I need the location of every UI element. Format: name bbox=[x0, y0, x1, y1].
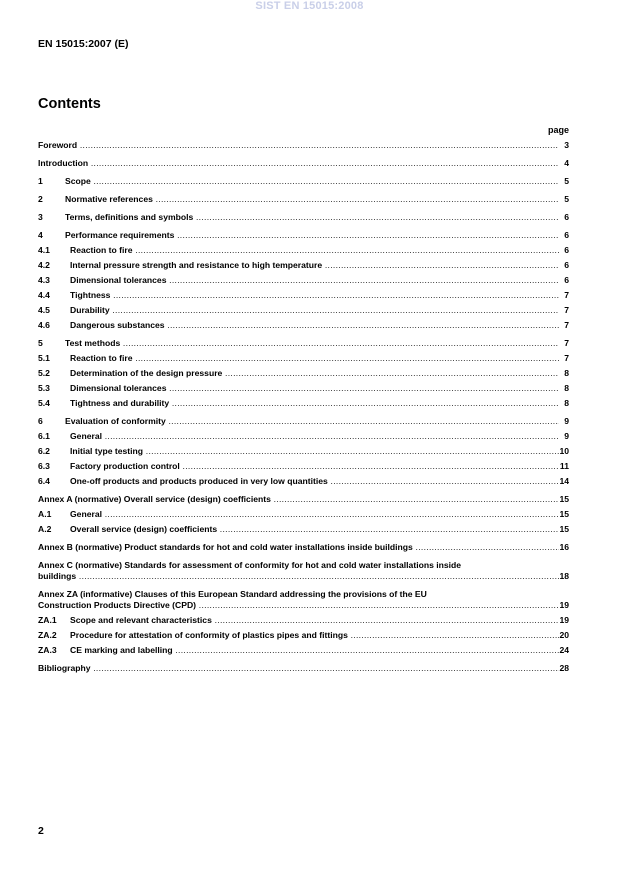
toc-entry-bibliography[interactable] bbox=[38, 663, 569, 674]
toc-entry-page: 8 bbox=[564, 383, 569, 393]
toc-entry-text: Normative references ..... bbox=[65, 194, 559, 205]
toc-entry-number: 4.4 bbox=[38, 290, 50, 300]
contents-title: Contents bbox=[38, 96, 101, 112]
toc-entry-page: 7 bbox=[564, 353, 569, 363]
toc-entry-text: Test methods ..... bbox=[65, 338, 559, 349]
toc-entry-number: 4.6 bbox=[38, 320, 50, 330]
toc-entry-number: 5.1 bbox=[38, 353, 50, 363]
page-number: 2 bbox=[38, 825, 44, 837]
toc-entry-text: Evaluation of conformity ..... bbox=[65, 416, 559, 427]
toc-entry-page: 24 bbox=[559, 645, 569, 655]
page-column-label: page bbox=[547, 125, 569, 135]
toc-entry-page: 15 bbox=[559, 494, 569, 504]
toc-entry-text: Scope ..... bbox=[65, 176, 559, 187]
toc-entry-4[interactable] bbox=[38, 230, 569, 241]
toc-entry-number: 5.2 bbox=[38, 368, 50, 378]
toc-entry-text: Scope and relevant characteristics ..... bbox=[70, 615, 559, 626]
toc-entry-text: Tightness ..... bbox=[70, 290, 559, 301]
toc-entry-text: Initial type testing ..... bbox=[70, 446, 559, 457]
toc-entry-6[interactable] bbox=[38, 416, 569, 427]
toc-entry-5-2[interactable] bbox=[38, 368, 569, 379]
toc-entry-number: A.2 bbox=[38, 524, 52, 534]
toc-entry-page: 6 bbox=[564, 245, 569, 255]
toc-entry-a-2[interactable] bbox=[38, 524, 569, 535]
toc-entry-text: Reaction to fire ..... bbox=[70, 353, 559, 364]
toc-entry-page: 6 bbox=[564, 212, 569, 222]
toc-entry-text: Bibliography ..... bbox=[38, 663, 559, 674]
toc-entry-za-1[interactable] bbox=[38, 615, 569, 626]
toc-entry-6-2[interactable] bbox=[38, 446, 569, 457]
toc-entry-number: 6.2 bbox=[38, 446, 50, 456]
toc-entry-text: General ..... bbox=[70, 431, 559, 442]
toc-entry-number: 6.4 bbox=[38, 476, 50, 486]
toc-entry-2[interactable] bbox=[38, 194, 569, 205]
toc-entry-page: 9 bbox=[564, 431, 569, 441]
toc-entry-number: 1 bbox=[38, 176, 43, 186]
toc-entry-4-1[interactable] bbox=[38, 245, 569, 256]
toc-entry-page: 15 bbox=[559, 509, 569, 519]
toc-entry-number: A.1 bbox=[38, 509, 52, 519]
toc-entry-4-4[interactable] bbox=[38, 290, 569, 301]
toc-entry-text: Terms, definitions and symbols ..... bbox=[65, 212, 559, 223]
toc-entry-number: 2 bbox=[38, 194, 43, 204]
toc-entry-1[interactable] bbox=[38, 176, 569, 187]
toc-entry-text: Introduction ..... bbox=[38, 158, 559, 169]
toc-entry-page: 9 bbox=[564, 416, 569, 426]
toc-entry-number: 6.3 bbox=[38, 461, 50, 471]
toc-entry-page: 20 bbox=[559, 630, 569, 640]
toc-entry-number: ZA.3 bbox=[38, 645, 57, 655]
toc-entry-text: Performance requirements ..... bbox=[65, 230, 559, 241]
toc-entry-number: 5 bbox=[38, 338, 43, 348]
toc-entry-number: ZA.1 bbox=[38, 615, 57, 625]
toc-entry-text: Overall service (design) coefficients ..... bbox=[70, 524, 559, 535]
toc-entry-6-1[interactable] bbox=[38, 431, 569, 442]
toc-entry-5-1[interactable] bbox=[38, 353, 569, 364]
toc-entry-page: 7 bbox=[564, 305, 569, 315]
toc-entry-number: 4.2 bbox=[38, 260, 50, 270]
toc-entry-6-3[interactable] bbox=[38, 461, 569, 472]
toc-entry-page: 3 bbox=[564, 140, 569, 150]
toc-entry-text: Durability ..... bbox=[70, 305, 559, 316]
toc-entry-page: 28 bbox=[559, 663, 569, 673]
toc-entry-text: Annex B (normative) Product standards for hot and cold water installations inside buildings ..... bbox=[38, 542, 559, 553]
toc-entry-text: Reaction to fire ..... bbox=[70, 245, 559, 256]
toc-entry-text: CE marking and labelling ..... bbox=[70, 645, 559, 656]
toc-entry-number: 6.1 bbox=[38, 431, 50, 441]
toc-entry-page: 6 bbox=[564, 230, 569, 240]
toc-entry-number: 3 bbox=[38, 212, 43, 222]
toc-entry-text: Internal pressure strength and resistance to high temperature ..... bbox=[70, 260, 559, 271]
toc-entry-text: Dimensional tolerances ..... bbox=[70, 275, 559, 286]
toc-entry-text: Annex ZA (informative) Clauses of this European Standard addressing the provisions of the EU bbox=[38, 589, 427, 599]
watermark: SIST EN 15015:2008 bbox=[255, 0, 364, 12]
table-of-contents bbox=[38, 140, 569, 674]
toc-entry-page: 5 bbox=[564, 176, 569, 186]
toc-entry-page: 6 bbox=[564, 260, 569, 270]
document-id: EN 15015:2007 (E) bbox=[38, 38, 129, 50]
toc-entry-4-2[interactable] bbox=[38, 260, 569, 271]
toc-entry-5[interactable] bbox=[38, 338, 569, 349]
toc-entry-4-6[interactable] bbox=[38, 320, 569, 331]
toc-entry-number: 6 bbox=[38, 416, 43, 426]
toc-entry-page: 15 bbox=[559, 524, 569, 534]
toc-entry-6-4[interactable] bbox=[38, 476, 569, 487]
toc-entry-page: 16 bbox=[559, 542, 569, 552]
toc-entry-za-2[interactable] bbox=[38, 630, 569, 641]
toc-entry-text: Procedure for attestation of conformity of plastics pipes and fittings ..... bbox=[70, 630, 559, 641]
toc-entry-annex-c[interactable] bbox=[38, 560, 569, 582]
toc-entry-number: 4.1 bbox=[38, 245, 50, 255]
toc-entry-page: 7 bbox=[564, 338, 569, 348]
toc-entry-text: Annex A (normative) Overall service (design) coefficients ..... bbox=[38, 494, 559, 505]
toc-entry-page: 19 bbox=[559, 600, 569, 610]
toc-entry-page: 7 bbox=[564, 320, 569, 330]
toc-entry-5-3[interactable] bbox=[38, 383, 569, 394]
toc-entry-page: 18 bbox=[559, 571, 569, 581]
toc-entry-5-4[interactable] bbox=[38, 398, 569, 409]
toc-entry-a-1[interactable] bbox=[38, 509, 569, 520]
toc-entry-4-3[interactable] bbox=[38, 275, 569, 286]
toc-entry-number: ZA.2 bbox=[38, 630, 57, 640]
toc-entry-text: Dimensional tolerances ..... bbox=[70, 383, 559, 394]
toc-entry-page: 19 bbox=[559, 615, 569, 625]
toc-entry-number: 4.5 bbox=[38, 305, 50, 315]
toc-entry-annex-a[interactable] bbox=[38, 494, 569, 505]
toc-entry-text: Foreword ..... bbox=[38, 140, 559, 151]
toc-entry-text: General ..... bbox=[70, 509, 559, 520]
toc-entry-page: 8 bbox=[564, 398, 569, 408]
toc-entry-text: One-off products and products produced in very low quantities ..... bbox=[70, 476, 559, 487]
toc-entry-number: 4.3 bbox=[38, 275, 50, 285]
toc-entry-annex-za[interactable] bbox=[38, 589, 569, 611]
toc-entry-annex-b[interactable] bbox=[38, 542, 569, 553]
toc-entry-page: 5 bbox=[564, 194, 569, 204]
toc-entry-page: 8 bbox=[564, 368, 569, 378]
toc-entry-text: Dangerous substances ..... bbox=[70, 320, 559, 331]
toc-entry-page: 10 bbox=[559, 446, 569, 456]
toc-entry-4-5[interactable] bbox=[38, 305, 569, 316]
toc-entry-text-continued: buildings ..... bbox=[38, 571, 559, 582]
toc-entry-text-continued: Construction Products Directive (CPD) ..... bbox=[38, 600, 559, 611]
toc-entry-3[interactable] bbox=[38, 212, 569, 223]
toc-entry-page: 4 bbox=[564, 158, 569, 168]
toc-entry-text: Determination of the design pressure ..... bbox=[70, 368, 559, 379]
toc-entry-number: 5.3 bbox=[38, 383, 50, 393]
toc-entry-introduction[interactable] bbox=[38, 158, 569, 169]
toc-entry-page: 6 bbox=[564, 275, 569, 285]
toc-entry-page: 11 bbox=[559, 461, 569, 471]
toc-entry-text: Factory production control ..... bbox=[70, 461, 559, 472]
toc-entry-number: 4 bbox=[38, 230, 43, 240]
toc-entry-text: Tightness and durability ..... bbox=[70, 398, 559, 409]
toc-entry-foreword[interactable] bbox=[38, 140, 569, 151]
toc-entry-number: 5.4 bbox=[38, 398, 50, 408]
toc-entry-page: 14 bbox=[559, 476, 569, 486]
toc-entry-text: Annex C (normative) Standards for assessment of conformity for hot and cold water installations inside bbox=[38, 560, 462, 570]
toc-entry-page: 7 bbox=[564, 290, 569, 300]
toc-entry-za-3[interactable] bbox=[38, 645, 569, 656]
